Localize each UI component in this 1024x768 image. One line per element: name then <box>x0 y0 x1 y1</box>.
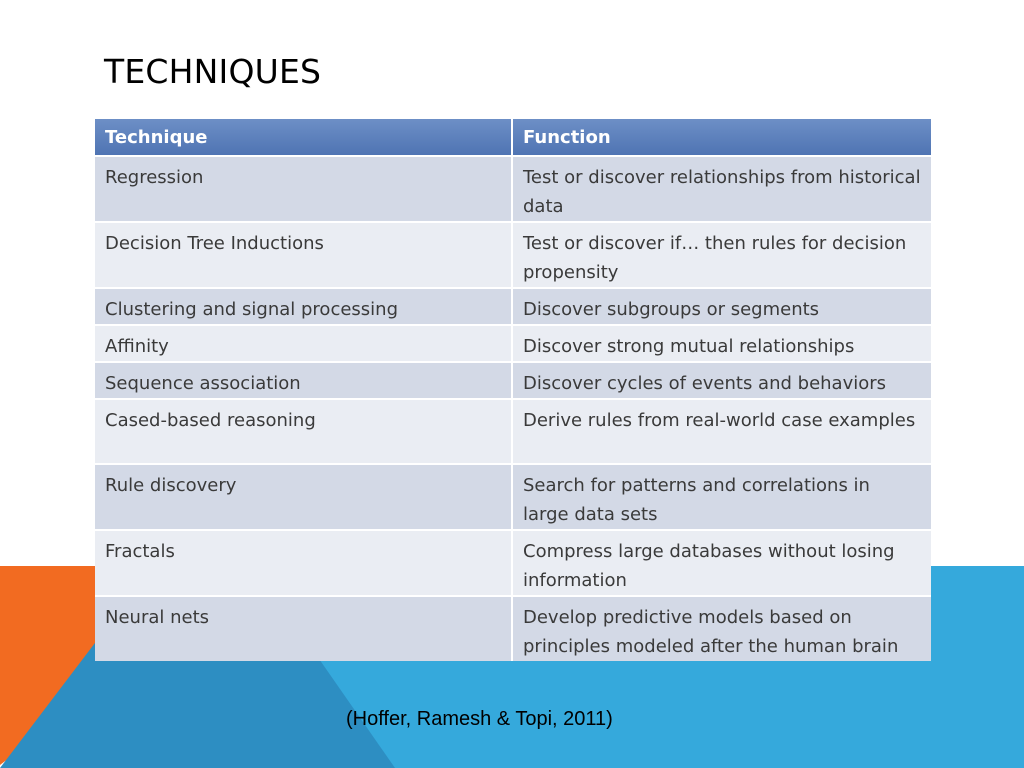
citation-text: (Hoffer, Ramesh & Topi, 2011) <box>346 708 613 730</box>
technique-cell: Rule discovery <box>95 464 512 530</box>
techniques-table <box>95 119 931 661</box>
technique-cell: Fractals <box>95 530 512 596</box>
technique-cell: Cased-based reasoning <box>95 399 512 464</box>
table-row <box>95 288 931 325</box>
function-cell: Search for patterns and correlations in large data sets <box>512 464 931 530</box>
function-cell: Derive rules from real-world case examples <box>512 399 931 464</box>
technique-cell: Clustering and signal processing <box>95 288 512 325</box>
function-cell: Test or discover relationships from historical data <box>512 156 931 222</box>
header-technique: Technique <box>95 119 512 156</box>
technique-cell: Affinity <box>95 325 512 362</box>
function-cell: Test or discover if… then rules for decision propensity <box>512 222 931 288</box>
function-cell: Develop predictive models based on principles modeled after the human brain <box>512 596 931 661</box>
header-function: Function <box>512 119 931 156</box>
technique-cell: Regression <box>95 156 512 222</box>
table-header-row <box>95 119 931 156</box>
function-cell: Discover strong mutual relationships <box>512 325 931 362</box>
table-row <box>95 530 931 596</box>
techniques-table-container <box>95 119 931 661</box>
table-row <box>95 362 931 399</box>
technique-cell: Sequence association <box>95 362 512 399</box>
function-cell: Compress large databases without losing information <box>512 530 931 596</box>
table-row <box>95 464 931 530</box>
function-cell: Discover subgroups or segments <box>512 288 931 325</box>
function-cell: Discover cycles of events and behaviors <box>512 362 931 399</box>
technique-cell: Neural nets <box>95 596 512 661</box>
table-row <box>95 222 931 288</box>
table-row <box>95 399 931 464</box>
table-row <box>95 156 931 222</box>
technique-cell: Decision Tree Inductions <box>95 222 512 288</box>
table-row <box>95 325 931 362</box>
slide-title: TECHNIQUES <box>104 52 322 91</box>
table-row <box>95 596 931 661</box>
